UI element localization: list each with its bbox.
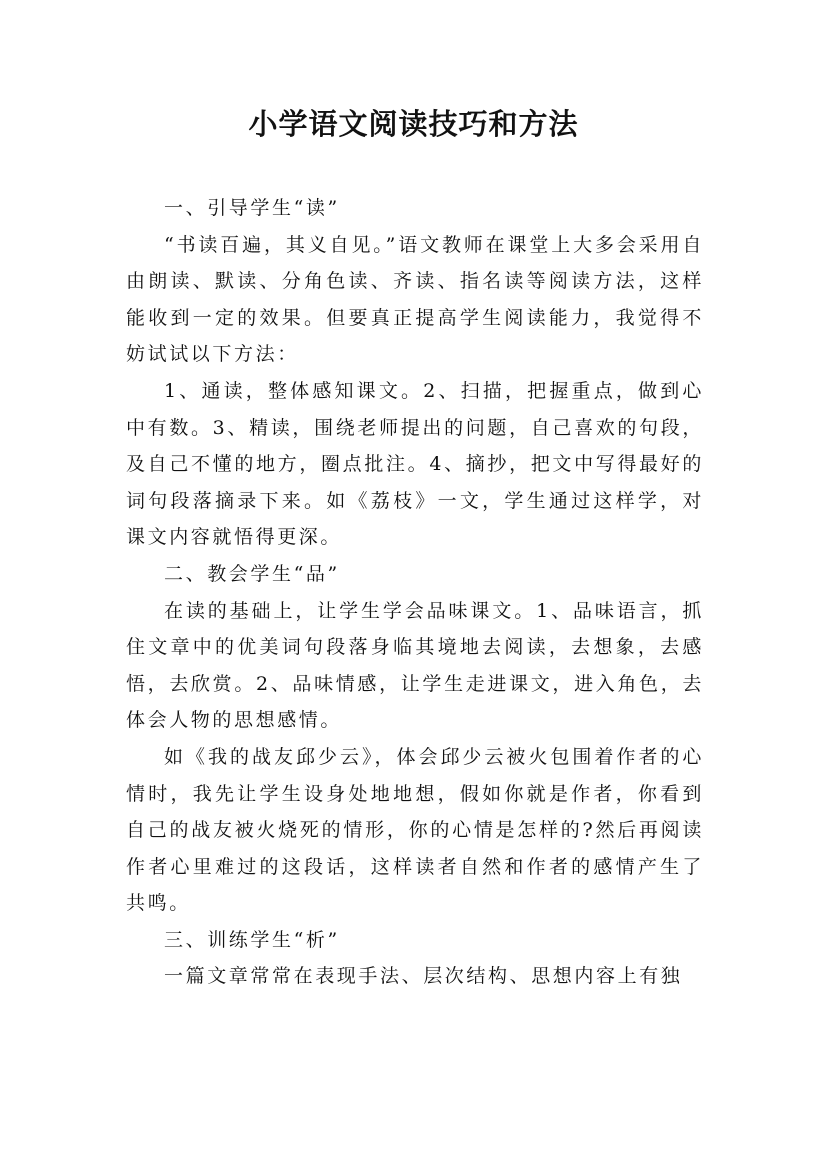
section-heading-read: 一、引导学生“读”: [164, 197, 340, 219]
paragraph-read-intro: “书读百遍，其义自见。”语文教师在课堂上大多会采用自由朗读、默读、分角色读、齐读、指名读等阅读方法，这样能收到一定的效果。但要真正提高学生阅读能力，我觉得不妨试试以下方法：: [126, 233, 704, 366]
paragraph-read-methods: 1、通读，整体感知课文。2、扫描，把握重点，做到心中有数。3、精读，围绕老师提出的问题，自己喜欢的句段，及自己不懂的地方，圈点批注。4、摘抄，把文中写得最好的词句段落摘录下来。如《荔枝》一文，学生通过这样学，对课文内容就悟得更深。: [126, 379, 704, 549]
section-heading-taste: 二、教会学生“品”: [164, 562, 340, 585]
paragraph-taste-intro: 在读的基础上，让学生学会品味课文。1、品味语言，抓住文章中的优美词句段落身临其境地去阅读，去想象，去感悟，去欣赏。2、品味情感，让学生走进课文，进入角色，去体会人物的思想感情。: [126, 599, 704, 732]
section-heading-analyze: 三、训练学生“析”: [164, 928, 340, 951]
document-body: [126, 190, 704, 995]
paragraph-analyze-intro: 一篇文章常常在表现手法、层次结构、思想内容上有独: [164, 965, 683, 988]
paragraph-taste-example: 如《我的战友邱少云》，体会邱少云被火包围着作者的心情时，我先让学生设身处地地想，假如你就是作者，你看到自己的战友被火烧死的情形，你的心情是怎样的?然后再阅读作者心里难过的这段话，这样读者自然和作者的感情产生了共鸣。: [126, 745, 704, 915]
document-title: 小学语文阅读技巧和方法: [248, 107, 579, 141]
